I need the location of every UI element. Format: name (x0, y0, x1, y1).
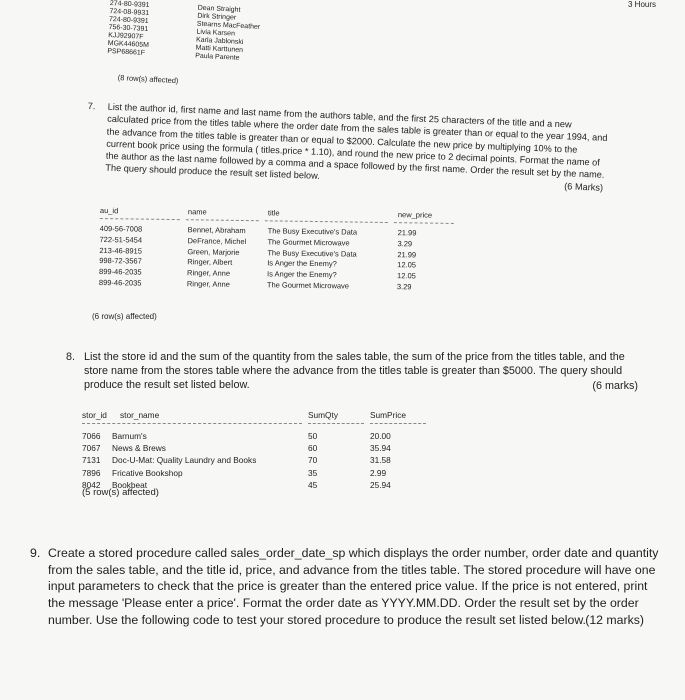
question-text: Create a stored procedure called sales_order_date_sp which displays the order number, order date and quantity from the sales table, and the title id, price, and advance from the titles table. The stored procedure will have one input parameters to check that the price is greater than the entered price value. If the price is not entered, print the message 'Please enter a price'. Format the order date as YYYY.MM.DD. Order the result set by the order number. Use the following code to test your stored procedure to produce the result set listed below. (48, 546, 659, 627)
question-8 (66, 350, 646, 393)
question-text: List the store id and the sum of the quantity from the sales table, the sum of the price from the titles table, and the store name from the stores table where the advance from the titles table is greater than $5000. The query should produce the result set listed below. (84, 351, 625, 392)
cell: Ringer, Albert (187, 257, 233, 268)
row-id: KJJ92907F (107, 31, 144, 41)
header-separator (82, 423, 442, 425)
question-marks: (6 Marks) (564, 181, 604, 193)
row-name: Karla Jablonski (195, 36, 244, 47)
question-text: List the author id, first name and last name from the authors table, and the first 25 characters of the title and a new calculated price from the titles table where the order date from the sales table is greater than or equal to the year 1994, and the advance from the titles table is greater than or equal to $2000. Calculate the new price by multiplying 10% to the current book price using the formula ( titles.price * 1.10), and round the new price to 2 decimal points. Format the name of the author as the last name followed by a comma and a space followed by the first name. Order the result set by the name. The query should produce the result set listed below. (105, 101, 608, 182)
table-row (82, 468, 442, 480)
table-row (82, 431, 442, 443)
question-number: 7. (87, 100, 96, 112)
cell: News & Brews (112, 443, 166, 454)
question-marks: (12 marks) (585, 612, 644, 627)
cell: 7067 (82, 443, 101, 454)
cell: The Busy Executive's Data (267, 226, 358, 237)
cell: Barnum's (112, 431, 147, 441)
cell: 20.00 (370, 431, 391, 441)
column-header: SumPrice (370, 410, 406, 420)
cell: 8042 (82, 479, 101, 490)
table-row (82, 455, 442, 467)
cell: 899-46-2035 (98, 277, 142, 288)
cell: 899-46-2035 (99, 267, 142, 277)
cell: 25.94 (370, 479, 391, 490)
cell: Bennet, Abraham (187, 225, 246, 236)
row-name: Livia Karsen (196, 28, 236, 38)
duration-label: 3 Hours (628, 0, 657, 9)
cell: 3.29 (396, 282, 412, 292)
cell: 50 (308, 431, 318, 441)
cell: The Busy Executive's Data (267, 247, 357, 259)
cell: 21.99 (397, 228, 417, 238)
cell: 35.94 (370, 443, 391, 454)
column-header: name (187, 207, 207, 217)
cell: 12.05 (396, 271, 416, 281)
column-header: au_id (99, 206, 119, 216)
cell: 31.58 (370, 455, 391, 466)
cell: 70 (308, 455, 318, 466)
column-header: title (267, 208, 280, 218)
column-header: SumQty (308, 410, 338, 420)
row-name: Paula Parente (195, 52, 240, 62)
question-9 (30, 545, 660, 628)
rows-affected-note: (5 row(s) affected) (82, 487, 159, 498)
cell: Ringer, Anne (186, 279, 230, 289)
row-id: 724-80-9391 (108, 15, 149, 26)
cell: 3.29 (397, 238, 413, 249)
cell: 7066 (82, 431, 101, 441)
question-marks: (6 marks) (592, 379, 638, 392)
cell: DeFrance, Michel (187, 236, 247, 246)
row-id: 274-80-9391 (109, 0, 150, 10)
row-name: Dirk Stringer (197, 12, 237, 22)
cell: Bookbeat (112, 479, 148, 490)
cell: 21.99 (397, 249, 417, 260)
top-result-table (107, 0, 318, 67)
cell: 722-51-5454 (99, 234, 143, 245)
rows-affected-note: (6 row(s) affected) (92, 312, 157, 321)
column-header: new_price (397, 210, 433, 220)
row-name: Stearns MacFeather (196, 20, 261, 31)
cell: 2.99 (370, 467, 387, 478)
q8-result-table (82, 410, 442, 492)
cell: 7131 (82, 455, 101, 466)
question-number: 9. (30, 546, 41, 560)
question-7 (87, 100, 609, 194)
cell: 7896 (82, 467, 101, 478)
question-number: 8. (66, 351, 76, 363)
row-id: 724-08-9931 (109, 7, 150, 18)
rows-affected-note: (8 row(s) affected) (117, 73, 179, 86)
column-header: stor_id (82, 410, 107, 420)
cell: 45 (308, 479, 318, 490)
row-name: Matti Karttunen (195, 44, 244, 55)
cell: Doc-U-Mat: Quality Laundry and Books (112, 455, 257, 466)
table-row (82, 443, 442, 455)
table-header (82, 410, 442, 423)
cell: 12.05 (397, 260, 417, 270)
column-header: stor_name (120, 410, 160, 420)
cell: 35 (308, 467, 318, 478)
cell: Is Anger the Enemy? (267, 258, 337, 269)
row-name: Dean Straight (197, 4, 241, 14)
cell: Green, Marjorie (187, 246, 240, 257)
cell: 409-56-7008 (99, 223, 143, 234)
cell: The Gourmet Microwave (267, 237, 350, 248)
row-id: PSP68661F (107, 47, 146, 57)
cell: 998-72-3567 (99, 256, 142, 266)
cell: 213-46-8915 (99, 245, 142, 256)
cell: Is Anger the Enemy? (267, 269, 337, 280)
cell: Ringer, Anne (187, 268, 231, 279)
cell: Fricative Bookshop (112, 467, 183, 478)
row-id: MGK44605M (107, 39, 150, 50)
row-id: 756-30-7391 (108, 23, 149, 34)
cell: 60 (308, 443, 318, 454)
q7-result-table (99, 206, 460, 294)
cell: The Gourmet Microwave (266, 280, 350, 291)
